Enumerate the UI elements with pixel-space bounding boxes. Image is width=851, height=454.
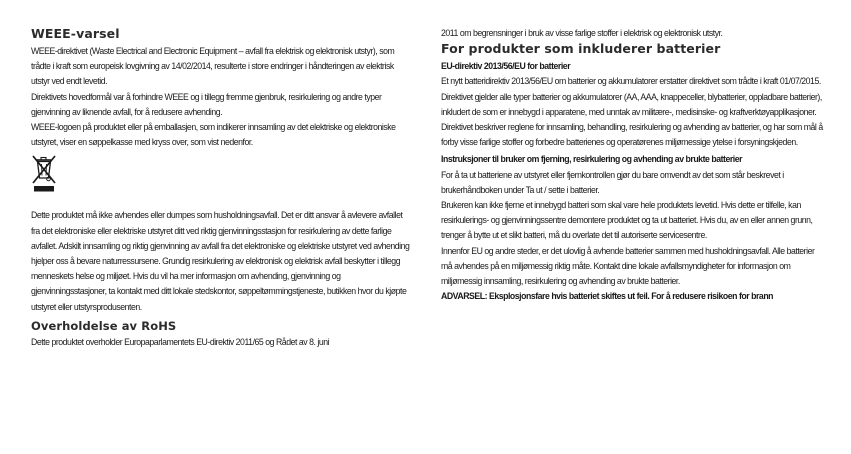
- weee-intro-paragraph: WEEE-direktivet (Waste Electrical and Electronic Equipment – avfall fra elektrisk og elektronisk utstyr), som trådte i kraft som europeisk lovgivning av 14/02/2014, resulterte i store endringer i håndteringen av elektrisk utstyr ved endt levetid.: [31, 45, 395, 87]
- battery-warning: ADVARSEL: Eksplosjonsfare hvis batteriet skiftes ut feil. For å redusere risikoen for brann: [441, 290, 774, 302]
- right-column: [441, 25, 829, 303]
- battery-disposal-paragraph: Innenfor EU og andre steder, er det ulovlig å avhende batterier sammen med husholdningsavfall. Alle batterier må avhendes på en miljømessig riktig måte. Kontakt dine lokale avfallsmyndigheter for informasjon om miljømessig innsamling, resirkulering og avhending av brukte batterier.: [441, 244, 815, 287]
- rohs-heading: Overholdelse av RoHS: [31, 318, 177, 333]
- battery-removal-paragraph: For å ta ut batteriene av utstyret eller fjernkontrollen gjør du bare omvendt av det som står beskrevet i brukerhåndboken under Ta ut / sette i batterier.: [441, 168, 784, 195]
- rohs-paragraph: Dette produktet overholder Europaparlamentets EU-direktiv 2011/65 og Rådet av 8. juni: [31, 335, 330, 347]
- crossed-out-wheelie-bin-icon: [31, 149, 415, 207]
- weee-logo-paragraph: WEEE-logoen på produktet eller på emballasjen, som indikerer innsamling av det elektriske og elektroniske utstyret, viser en søppelkasse med kryss over, som vist nedenfor.: [31, 121, 396, 148]
- battery-instructions-subheading: Instruksjoner til bruker om fjerning, resirkulering og avhending av brukte batterier: [441, 153, 743, 165]
- weee-heading: WEEE-varsel: [31, 26, 120, 41]
- battery-directive-subheading: EU-direktiv 2013/56/EU for batterier: [441, 60, 571, 72]
- battery-builtin-paragraph: Brukeren kan ikke fjerne et innebygd batteri som skal vare hele produktets levetid. Hvis dette er tilfelle, kan resirkulerings- og gjenvinningssentre demontere produktet og ta ut batteriet. Hvis du, av en eller annen grunn, trenger å bytte ut et slikt batteri, må du overlate det til autoriserte servicesentre.: [441, 199, 813, 241]
- left-column: [31, 25, 415, 349]
- batteries-heading: For produkter som inkluderer batterier: [441, 41, 721, 57]
- battery-directive-paragraph: Et nytt batteridirektiv 2013/56/EU om batterier og akkumulatorer erstatter direktivet som trådte i kraft 01/07/2015. Direktivet gjelder alle typer batterier og akkumulatorer (AA, AAA, knappeceller, blybatterier, oppladbare batterier), inkludert de som er innebygd i apparatene, med unntak av militære-, medisinske- og kraftverktøyapplikasjoner. Direktivet beskriver reglene for innsamling, behandling, resirkulering og avhending av batterier, og har som mål å forby visse farlige stoffer og forbedre batterienes og operatørenes miljømessige ytelse i forsyningskjeden.: [441, 75, 823, 148]
- weee-purpose-paragraph: Direktivets hovedformål var å forhindre WEEE og i tillegg fremme gjenbruk, resirkulering og andre typer gjenvinning av liknende avfall, for å redusere avhending.: [31, 90, 382, 117]
- rohs-continuation-paragraph: 2011 om begrensninger i bruk av visse farlige stoffer i elektrisk og elektronisk utstyr.: [441, 27, 723, 38]
- weee-disposal-paragraph: Dette produktet må ikke avhendes eller dumpes som husholdningsavfall. Det er ditt ansvar å avlevere avfallet fra det elektroniske eller elektriske utstyret ditt ved riktig gjenvinningsstasjon for resirkulering av dette farlige avfallet. Adskilt innsamling og riktig gjenvinning av avfall fra det elektroniske og elektriske utstyret ved avhending hjelper oss å bevare naturressursene. Grundig resirkulering av elektronisk og elektrisk avfall beskytter i tillegg menneskets helse og miljøet. Hvis du vil ha mer informasjon om avhending, gjenvinning og gjenvinningsstasjoner, ta kontakt med ditt lokale stedskontor, søppeltømmingstjeneste, butikken hvor du kjøpte utstyret eller utstyrsprodusenten.: [31, 209, 410, 312]
